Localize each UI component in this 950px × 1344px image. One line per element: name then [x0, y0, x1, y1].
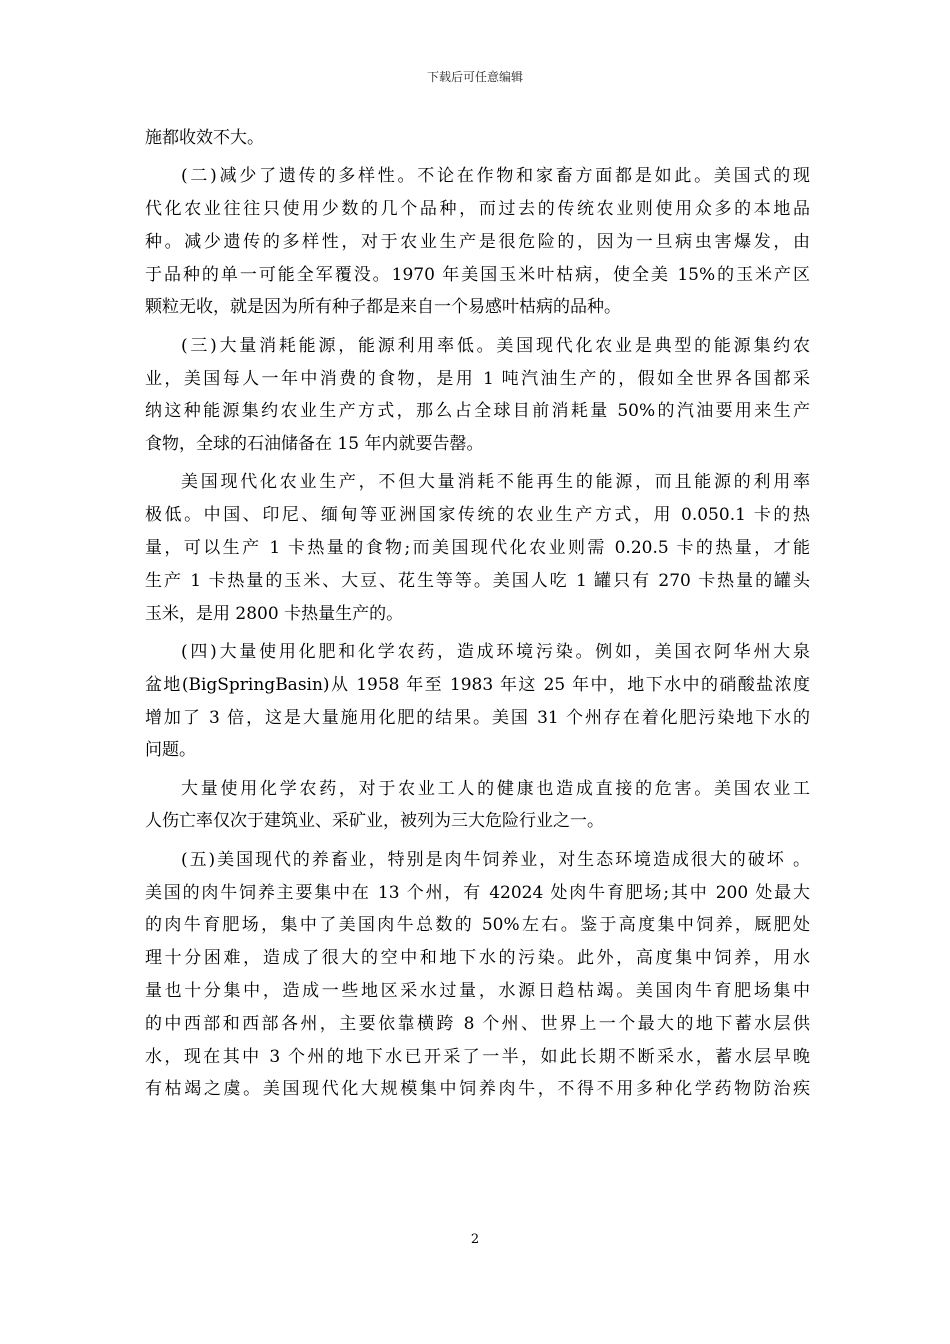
text-line: 的中西部和西部各州，主要依靠横跨 8 个州、世界上一个最大的地下蓄水层供 — [145, 1013, 810, 1034]
text-line: 美国现代化农业生产，不但大量消耗不能再生的能源，而且能源的利用率 — [181, 472, 810, 493]
text-line: 颗粒无收，就是因为所有种子都是来自一个易感叶枯病的品种。 — [145, 297, 621, 318]
text-line: 量，可以生产 1 卡热量的食物;而美国现代化农业则需 0.20.5 卡的热量，才能 — [145, 538, 810, 559]
text-line: 理十分困难，造成了很大的空中和地下水的污染。此外，高度集中饲养，用水 — [145, 948, 810, 969]
page-header: 下载后可任意编辑 — [426, 70, 523, 84]
text-line: 生产 1 卡热量的玉米、大豆、花生等等。美国人吃 1 罐只有 270 卡热量的罐头 — [145, 570, 810, 591]
text-line: 量也十分集中，造成一些地区采水过量，水源日趋枯竭。美国肉牛育肥场集中 — [145, 980, 810, 1001]
text-line: 美国的肉牛饲养主要集中在 13 个州，有 42024 处肉牛育肥场;其中 200 处最大 — [145, 882, 810, 903]
text-line: 玉米，是用 2800 卡热量生产的。 — [145, 603, 404, 624]
text-line: (二)减少了遗传的多样性。不论在作物和家畜方面都是如此。美国式的现 — [181, 166, 810, 187]
text-line: 水，现在其中 3 个州的地下水已开采了一半，如此长期不断采水，蓄水层早晚 — [145, 1046, 810, 1067]
text-line: 大量使用化学农药，对于农业工人的健康也造成直接的危害。美国农业工 — [181, 778, 810, 799]
text-line: 极低。中国、印尼、缅甸等亚洲国家传统的农业生产方式，用 0.050.1 卡的热 — [145, 505, 810, 526]
text-line: 于品种的单一可能全军覆没。1970 年美国玉米叶枯病，使全美 15%的玉米产区 — [145, 264, 810, 285]
text-line: 施都收效不大。 — [145, 128, 264, 148]
text-line: 业，美国每人一年中消费的食物，是用 1 吨汽油生产的，假如全世界各国都采 — [145, 368, 810, 389]
text-line: 食物，全球的石油储备在 15 年内就要告罄。 — [145, 434, 484, 455]
text-line: 的肉牛育肥场，集中了美国肉牛总数的 50%左右。鉴于高度集中饲养，厩肥处 — [145, 915, 810, 936]
document-body — [145, 122, 810, 1106]
text-line: 纳这种能源集约农业生产方式，那么占全球目前消耗量 50%的汽油要用来生产 — [145, 401, 810, 422]
text-line: (四)大量使用化肥和化学农药，造成环境污染。例如，美国衣阿华州大泉 — [181, 641, 810, 662]
text-line: 问题。 — [145, 740, 196, 761]
text-line: 增加了 3 倍，这是大量施用化肥的结果。美国 31 个州存在着化肥污染地下水的 — [145, 707, 810, 728]
text-line: 人伤亡率仅次于建筑业、采矿业，被列为三大危险行业之一。 — [145, 811, 604, 832]
page-number: 2 — [470, 1232, 480, 1247]
text-line: 种。减少遗传的多样性，对于农业生产是很危险的，因为一旦病虫害爆发，由 — [145, 231, 810, 252]
text-line: 代化农业往往只使用少数的几个品种，而过去的传统农业则使用众多的本地品 — [145, 199, 810, 220]
text-line: 盆地(BigSpringBasin)从 1958 年至 1983 年这 25 年中，地下水中的硝酸盐浓度 — [145, 674, 810, 695]
text-line: 有枯竭之虞。美国现代化大规模集中饲养肉牛，不得不用多种化学药物防治疾 — [145, 1079, 810, 1100]
text-line: (三)大量消耗能源，能源利用率低。美国现代化农业是典型的能源集约农 — [181, 335, 810, 356]
text-line: (五)美国现代的养畜业，特别是肉牛饲养业，对生态环境造成很大的破坏 。 — [181, 849, 810, 870]
